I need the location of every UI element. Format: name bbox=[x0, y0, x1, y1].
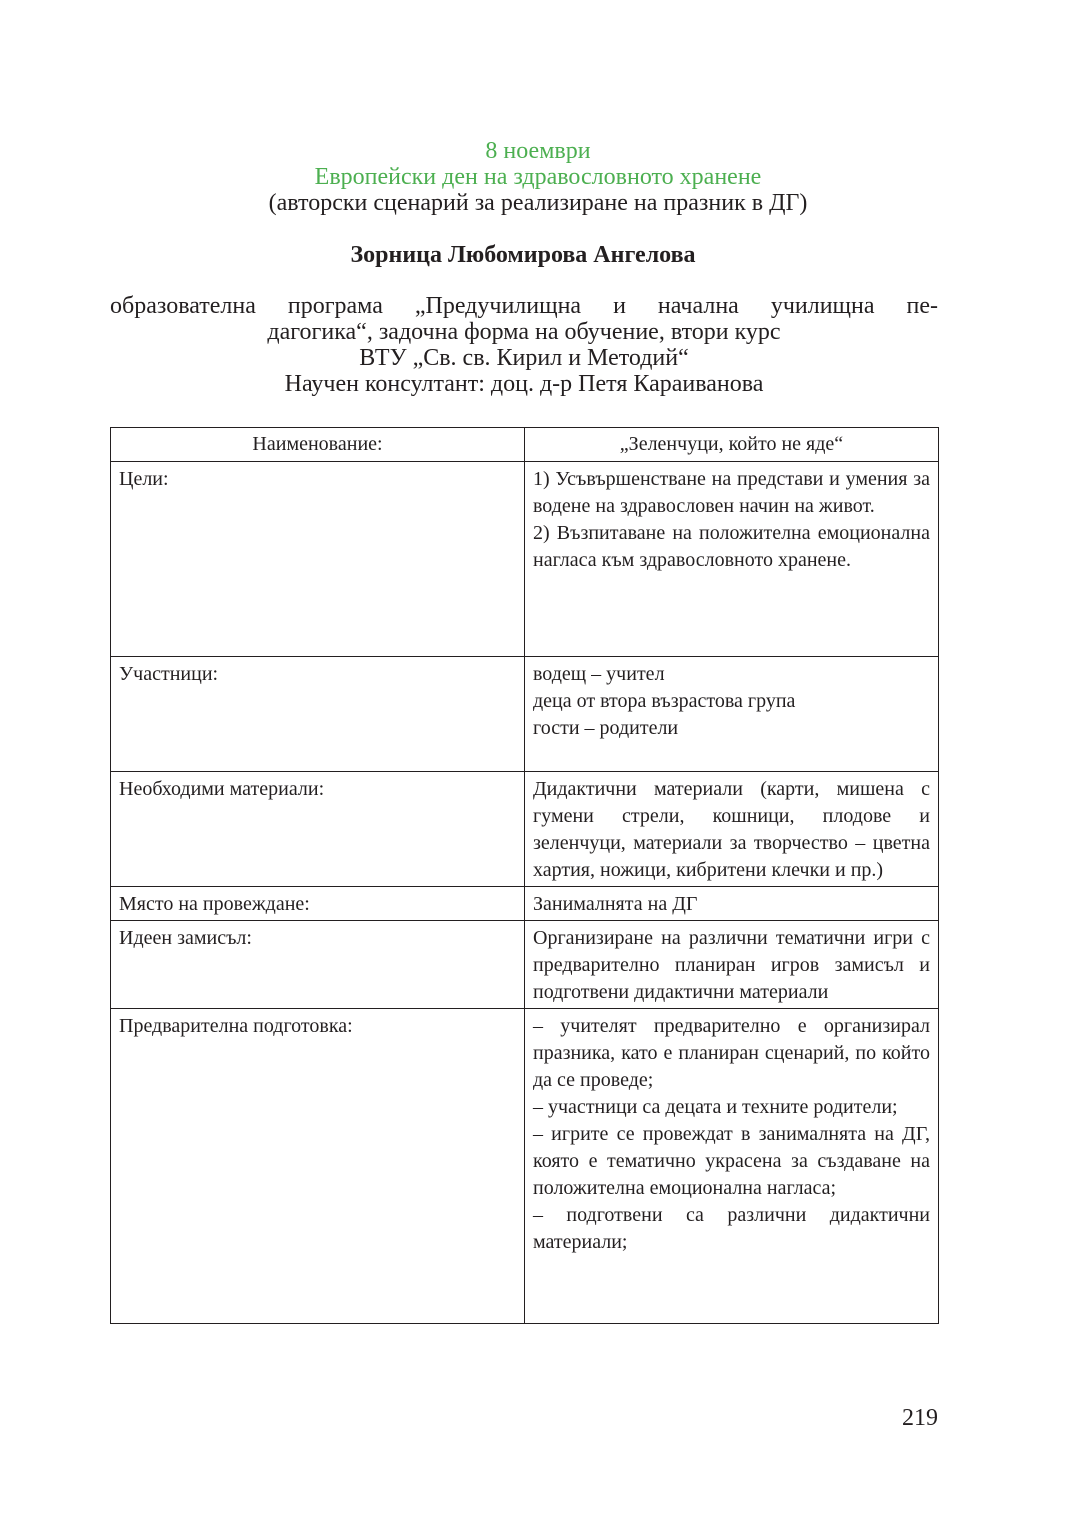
materials-content bbox=[525, 772, 939, 887]
venue-text: Занималнята на ДГ bbox=[533, 893, 698, 915]
table-row-concept bbox=[111, 921, 939, 1009]
title-block bbox=[0, 138, 1076, 216]
table-header-row bbox=[111, 428, 939, 462]
concept-label: Идеен замисъл: bbox=[111, 921, 525, 1009]
goal-item: 1) Усъвършенстване на представи и умения за водене на здравословен начин на живот. bbox=[533, 468, 930, 517]
event-title: Европейски ден на здравословното хранене bbox=[314, 164, 762, 190]
concept-content bbox=[525, 921, 939, 1009]
header-label-cell: Наименование: bbox=[111, 428, 525, 462]
table-row-goals bbox=[111, 462, 939, 657]
concept-text: Организиране на различни тематични игри с предварително планиран игров замисъл и подготвени дидактични материали bbox=[533, 927, 930, 1003]
venue-content bbox=[525, 887, 939, 921]
author-name: Зорница Любомирова Ангелова bbox=[350, 242, 696, 268]
participant-item: гости – родители bbox=[533, 717, 679, 739]
affiliation-line-3: ВТУ „Св. св. Кирил и Методий“ bbox=[359, 345, 689, 371]
table-row-materials bbox=[111, 772, 939, 887]
participants-content bbox=[525, 657, 939, 772]
scenario-table bbox=[110, 427, 939, 1324]
preparation-item: – игрите се провеждат в занималнята на ДГ, която е тематично украсена за създаване на положителна емоционална нагласа; bbox=[533, 1123, 930, 1199]
goals-content bbox=[525, 462, 939, 657]
preparation-item: – участници са децата и техните родители; bbox=[533, 1096, 898, 1118]
header-value-cell: „Зеленчуци, който не яде“ bbox=[525, 428, 939, 462]
preparation-item: – учителят предварително е организирал празника, като е планиран сценарий, по който да се проведе; bbox=[533, 1015, 930, 1091]
affiliation-line-2: дагогика“, задочна форма на обучение, втори курс bbox=[267, 319, 781, 345]
affiliation bbox=[110, 293, 938, 397]
participant-item: водещ – учител bbox=[533, 663, 665, 685]
affiliation-line-1: образователна програма „Предучилищна и начална училищна пе- bbox=[110, 293, 938, 319]
event-date: 8 ноември bbox=[485, 138, 591, 164]
venue-label: Място на провеждане: bbox=[111, 887, 525, 921]
participants-label: Участници: bbox=[111, 657, 525, 772]
goal-item: 2) Възпитаване на положителна емоционална нагласа към здравословното хранене. bbox=[533, 522, 930, 571]
event-subtitle: (авторски сценарий за реализиране на празник в ДГ) bbox=[268, 190, 808, 216]
participant-item: деца от втора възрастова група bbox=[533, 690, 796, 712]
affiliation-line-4: Научен консултант: доц. д-р Петя Караиванова bbox=[284, 371, 764, 397]
preparation-content bbox=[525, 1009, 939, 1324]
table-row-participants bbox=[111, 657, 939, 772]
table-row-preparation bbox=[111, 1009, 939, 1324]
preparation-item: – подготвени са различни дидактични материали; bbox=[533, 1204, 930, 1253]
preparation-label: Предварителна подготовка: bbox=[111, 1009, 525, 1324]
table-row-venue bbox=[111, 887, 939, 921]
goals-label: Цели: bbox=[111, 462, 525, 657]
materials-label: Необходими материали: bbox=[111, 772, 525, 887]
page-number: 219 bbox=[902, 1405, 938, 1431]
materials-text: Дидактични материали (карти, мишена с гумени стрели, кошници, плодове и зеленчуци, материали за творчество – цветна хартия, ножици, кибритени клечки и пр.) bbox=[533, 778, 930, 881]
